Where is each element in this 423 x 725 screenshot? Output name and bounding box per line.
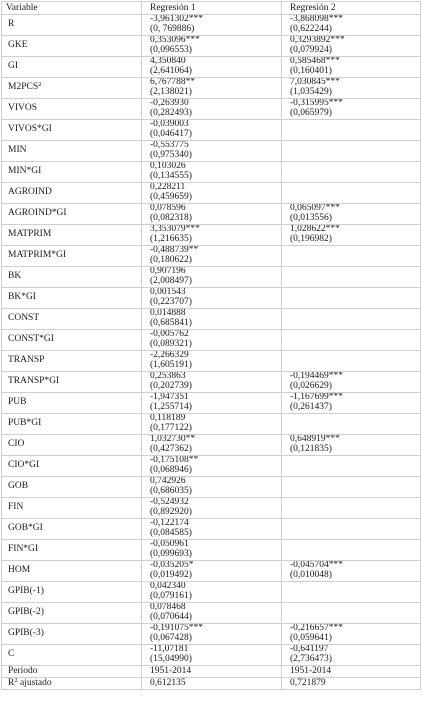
variable-label: MATPRIM*GI: [8, 250, 67, 261]
coefficient: -0,263930: [150, 98, 189, 109]
regresion-2-cell: [282, 582, 421, 603]
variable-label: GPIB(-2): [8, 607, 44, 618]
variable-name: [2, 519, 142, 540]
variable-name: [2, 267, 142, 288]
coefficient: -0,035205*: [150, 560, 194, 571]
table-row: [2, 351, 421, 372]
variable-name: [2, 246, 142, 267]
standard-error: (1,035429): [290, 87, 332, 97]
header-regresion-2: Regresión 2: [282, 2, 421, 15]
regresion-2-cell: [282, 15, 421, 36]
coefficient: -0,050961: [150, 539, 189, 550]
standard-error: (0,070644): [150, 612, 192, 622]
coefficient: 0,118189: [150, 413, 186, 424]
variable-label: TRANSP*GI: [8, 376, 60, 387]
variable-name: [2, 120, 142, 141]
table-row: [2, 57, 421, 78]
variable-name: [2, 414, 142, 435]
table-row: [2, 477, 421, 498]
variable-name: [2, 624, 142, 645]
variable-label: R: [8, 19, 15, 30]
table-row: [2, 204, 421, 225]
regresion-1-cell: [142, 141, 282, 162]
footer-regresion-1: 0,612135: [142, 678, 282, 690]
regresion-1-cell: [142, 309, 282, 330]
regresion-2-cell: [282, 456, 421, 477]
table-row: [2, 330, 421, 351]
regresion-1-cell: [142, 519, 282, 540]
standard-error: (0,065979): [290, 108, 332, 118]
standard-error: (0,427362): [150, 444, 192, 454]
regresion-1-cell: [142, 561, 282, 582]
regresion-2-cell: [282, 120, 421, 141]
standard-error: (0,685841): [150, 318, 192, 328]
coefficient: 7,030845***: [290, 77, 340, 88]
regression-table: [1, 1, 421, 690]
standard-error: (0,089321): [150, 339, 192, 349]
standard-error: (0,975340): [150, 150, 192, 160]
table-row: [2, 456, 421, 477]
standard-error: (0,013556): [290, 213, 332, 223]
standard-error: (15,04990): [150, 654, 192, 664]
standard-error: (0,160401): [290, 66, 332, 76]
standard-error: (2,736473): [290, 654, 332, 664]
regresion-1-cell: [142, 57, 282, 78]
header-regresion-1: Regresión 1: [142, 2, 282, 15]
regresion-2-cell: [282, 225, 421, 246]
coefficient: -0,191075***: [150, 623, 204, 634]
coefficient: 0,014888: [150, 308, 186, 319]
variable-name: [2, 78, 142, 99]
standard-error: (0,686035): [150, 486, 192, 496]
regresion-2-cell: [282, 204, 421, 225]
coefficient: -0,315995***: [290, 98, 344, 109]
variable-name: [2, 561, 142, 582]
coefficient: -0,122174: [150, 518, 189, 529]
regresion-2-cell: [282, 246, 421, 267]
coefficient: -0,641197: [290, 644, 329, 655]
coefficient: -0,488739**: [150, 245, 199, 256]
regresion-2-cell: [282, 561, 421, 582]
footer-label: [2, 678, 142, 690]
variable-label: GOB*GI: [8, 523, 43, 534]
regresion-1-cell: [142, 162, 282, 183]
table-row: [2, 141, 421, 162]
variable-name: [2, 36, 142, 57]
variable-name: [2, 393, 142, 414]
table-row: [2, 288, 421, 309]
regresion-2-cell: [282, 519, 421, 540]
standard-error: (0,261437): [290, 402, 332, 412]
coefficient: 0,253863: [150, 371, 186, 382]
coefficient: 0,585468***: [290, 56, 340, 67]
coefficient: 0,078468: [150, 602, 186, 613]
standard-error: (0,121835): [290, 444, 332, 454]
variable-name: [2, 57, 142, 78]
coefficient: -0,175108**: [150, 455, 199, 466]
standard-error: (1,605191): [150, 360, 192, 370]
variable-superscript: 2: [38, 81, 42, 89]
regresion-2-cell: [282, 540, 421, 561]
variable-name: [2, 288, 142, 309]
variable-label: MIN: [8, 145, 27, 156]
coefficient: 0,078596: [150, 203, 186, 214]
regresion-1-cell: [142, 414, 282, 435]
regresion-2-cell: [282, 351, 421, 372]
standard-error: (0,067428): [150, 633, 192, 643]
regresion-1-cell: [142, 120, 282, 141]
coefficient: 1,028622***: [290, 224, 340, 235]
table-row: [2, 582, 421, 603]
table-row: [2, 36, 421, 57]
footer-regresion-2: 1951-2014: [282, 666, 421, 678]
footer-row: [2, 666, 421, 678]
regresion-1-cell: [142, 372, 282, 393]
regresion-2-cell: [282, 309, 421, 330]
footer-regresion-1: 1951-2014: [142, 666, 282, 678]
coefficient: -0,045704***: [290, 560, 344, 571]
regresion-1-cell: [142, 645, 282, 666]
regresion-1-cell: [142, 183, 282, 204]
standard-error: (0,079161): [150, 591, 192, 601]
variable-label: FIN*GI: [8, 544, 39, 555]
table-row: [2, 246, 421, 267]
coefficient: 1,032730**: [150, 434, 196, 445]
regresion-2-cell: [282, 183, 421, 204]
regresion-2-cell: [282, 267, 421, 288]
regresion-1-cell: [142, 78, 282, 99]
regresion-2-cell: [282, 288, 421, 309]
table-row: [2, 372, 421, 393]
coefficient: -0,524932: [150, 497, 189, 508]
standard-error: (0,202739): [150, 381, 192, 391]
variable-label: PUB*GI: [8, 418, 42, 429]
regresion-1-cell: [142, 603, 282, 624]
standard-error: (0,059641): [290, 633, 332, 643]
coefficient: -0,553775: [150, 140, 189, 151]
variable-label: HOM: [8, 565, 31, 576]
standard-error: (0,223707): [150, 297, 192, 307]
regresion-2-cell: [282, 645, 421, 666]
variable-label: BK*GI: [8, 292, 36, 303]
variable-label: C: [8, 649, 15, 660]
coefficient: 0,353096***: [150, 35, 200, 46]
variable-name: [2, 351, 142, 372]
footer-label-text: R: [8, 677, 15, 688]
table-row: [2, 561, 421, 582]
standard-error: (1,255714): [150, 402, 192, 412]
variable-label: VIVOS: [8, 103, 38, 114]
standard-error: (0,084585): [150, 528, 192, 538]
regresion-2-cell: [282, 36, 421, 57]
variable-label: GKE: [8, 40, 28, 51]
header-row: [2, 2, 421, 15]
regresion-1-cell: [142, 267, 282, 288]
variable-name: [2, 225, 142, 246]
coefficient: -2,266329: [150, 350, 189, 361]
table-row: [2, 120, 421, 141]
regresion-1-cell: [142, 15, 282, 36]
variable-label: GPIB(-3): [8, 628, 44, 639]
variable-label: M2PCS: [8, 82, 39, 93]
variable-label: CONST: [8, 313, 40, 324]
table-row: [2, 624, 421, 645]
table-row: [2, 183, 421, 204]
coefficient: 0,065097***: [290, 203, 340, 214]
regresion-2-cell: [282, 435, 421, 456]
regresion-1-cell: [142, 246, 282, 267]
regresion-1-cell: [142, 204, 282, 225]
variable-label: CIO*GI: [8, 460, 40, 471]
table-row: [2, 15, 421, 36]
standard-error: (0,892920): [150, 507, 192, 517]
footer-label-text: Período: [8, 665, 38, 676]
variable-name: [2, 99, 142, 120]
table-row: [2, 267, 421, 288]
variable-label: GOB: [8, 481, 29, 492]
regresion-1-cell: [142, 624, 282, 645]
coefficient: -3,868098***: [290, 14, 344, 25]
regresion-2-cell: [282, 162, 421, 183]
coefficient: 0,648919***: [290, 434, 340, 445]
footer-superscript: 2: [14, 677, 18, 684]
regresion-2-cell: [282, 57, 421, 78]
standard-error: (0,068946): [150, 465, 192, 475]
table-row: [2, 99, 421, 120]
regresion-1-cell: [142, 435, 282, 456]
coefficient: 6,767788**: [150, 77, 196, 88]
standard-error: (0,459659): [150, 192, 192, 202]
standard-error: (0,096553): [150, 45, 192, 55]
standard-error: (0,079924): [290, 45, 332, 55]
regresion-2-cell: [282, 372, 421, 393]
footer-row: [2, 678, 421, 690]
variable-label: MIN*GI: [8, 166, 42, 177]
footer-label: [2, 666, 142, 678]
coefficient: 0,742926: [150, 476, 186, 487]
variable-label: TRANSP: [8, 355, 45, 366]
standard-error: (0, 769886): [150, 24, 195, 34]
variable-label: AGROIND*GI: [8, 208, 67, 219]
coefficient: -1,167699***: [290, 392, 344, 403]
coefficient: -0,194469***: [290, 371, 344, 382]
variable-name: [2, 603, 142, 624]
coefficient: 0,103026: [150, 161, 186, 172]
regresion-1-cell: [142, 456, 282, 477]
regresion-1-cell: [142, 582, 282, 603]
variable-label: GI: [8, 61, 19, 72]
variable-name: [2, 582, 142, 603]
regresion-1-cell: [142, 99, 282, 120]
footer-label-suffix: ajustado: [17, 677, 52, 688]
regresion-1-cell: [142, 351, 282, 372]
header-variable: Variable: [2, 2, 142, 15]
regresion-1-cell: [142, 36, 282, 57]
regresion-2-cell: [282, 99, 421, 120]
variable-name: [2, 645, 142, 666]
variable-label: CONST*GI: [8, 334, 54, 345]
table-body: [2, 15, 421, 690]
regresion-1-cell: [142, 225, 282, 246]
variable-name: [2, 141, 142, 162]
coefficient: -0,216657***: [290, 623, 344, 634]
coefficient: -1,947351: [150, 392, 189, 403]
table-row: [2, 435, 421, 456]
standard-error: (0,282493): [150, 108, 192, 118]
regresion-1-cell: [142, 477, 282, 498]
standard-error: (2,641064): [150, 66, 192, 76]
variable-label: GPIB(-1): [8, 586, 44, 597]
variable-name: [2, 498, 142, 519]
variable-name: [2, 456, 142, 477]
table-row: [2, 498, 421, 519]
variable-name: [2, 162, 142, 183]
coefficient: 3,353079***: [150, 224, 200, 235]
variable-name: [2, 330, 142, 351]
table-row: [2, 225, 421, 246]
table-row: [2, 540, 421, 561]
standard-error: (0,010048): [290, 570, 332, 580]
variable-label: PUB: [8, 397, 27, 408]
standard-error: (0,082318): [150, 213, 192, 223]
table-row: [2, 162, 421, 183]
variable-label: FIN: [8, 502, 24, 513]
coefficient: -0,005762: [150, 329, 189, 340]
regresion-2-cell: [282, 330, 421, 351]
regresion-2-cell: [282, 393, 421, 414]
regresion-2-cell: [282, 414, 421, 435]
coefficient: 4,350840: [150, 56, 186, 67]
table-row: [2, 393, 421, 414]
standard-error: (0,196982): [290, 234, 332, 244]
variable-label: BK: [8, 271, 22, 282]
variable-name: [2, 372, 142, 393]
regresion-1-cell: [142, 498, 282, 519]
table-row: [2, 519, 421, 540]
variable-name: [2, 15, 142, 36]
coefficient: 0,907196: [150, 266, 186, 277]
regresion-2-cell: [282, 603, 421, 624]
coefficient: 0,228211: [150, 182, 186, 193]
variable-name: [2, 309, 142, 330]
standard-error: (0,134555): [150, 171, 192, 181]
table-row: [2, 603, 421, 624]
regresion-1-cell: [142, 288, 282, 309]
standard-error: (0,177122): [150, 423, 192, 433]
variable-label: VIVOS*GI: [8, 124, 52, 135]
variable-name: [2, 183, 142, 204]
standard-error: (0,019492): [150, 570, 192, 580]
coefficient: 0,3293892***: [290, 35, 345, 46]
coefficient: -11,07181: [150, 644, 189, 655]
regresion-2-cell: [282, 498, 421, 519]
variable-label: CIO: [8, 439, 25, 450]
regresion-1-cell: [142, 540, 282, 561]
standard-error: (0,046417): [150, 129, 192, 139]
variable-label: MATPRIM: [8, 229, 52, 240]
standard-error: (2,008497): [150, 276, 192, 286]
regresion-2-cell: [282, 141, 421, 162]
variable-name: [2, 435, 142, 456]
standard-error: (0,622244): [290, 24, 332, 34]
coefficient: -0,039003: [150, 119, 189, 130]
regresion-1-cell: [142, 393, 282, 414]
table-row: [2, 414, 421, 435]
coefficient: 0,042340: [150, 581, 186, 592]
coefficient: 0,001543: [150, 287, 186, 298]
regresion-2-cell: [282, 477, 421, 498]
coefficient: -3,961302***: [150, 14, 204, 25]
regresion-1-cell: [142, 330, 282, 351]
footer-regresion-2: 0,721879: [282, 678, 421, 690]
variable-name: [2, 540, 142, 561]
variable-name: [2, 204, 142, 225]
variable-label: AGROIND: [8, 187, 52, 198]
standard-error: (2,138021): [150, 87, 192, 97]
table-row: [2, 78, 421, 99]
regresion-2-cell: [282, 624, 421, 645]
standard-error: (0,026629): [290, 381, 332, 391]
table-row: [2, 309, 421, 330]
standard-error: (0,099693): [150, 549, 192, 559]
standard-error: (0,180622): [150, 255, 192, 265]
standard-error: (1,216635): [150, 234, 192, 244]
variable-name: [2, 477, 142, 498]
regression-table-container: [1, 1, 422, 723]
regresion-2-cell: [282, 78, 421, 99]
table-row: [2, 645, 421, 666]
